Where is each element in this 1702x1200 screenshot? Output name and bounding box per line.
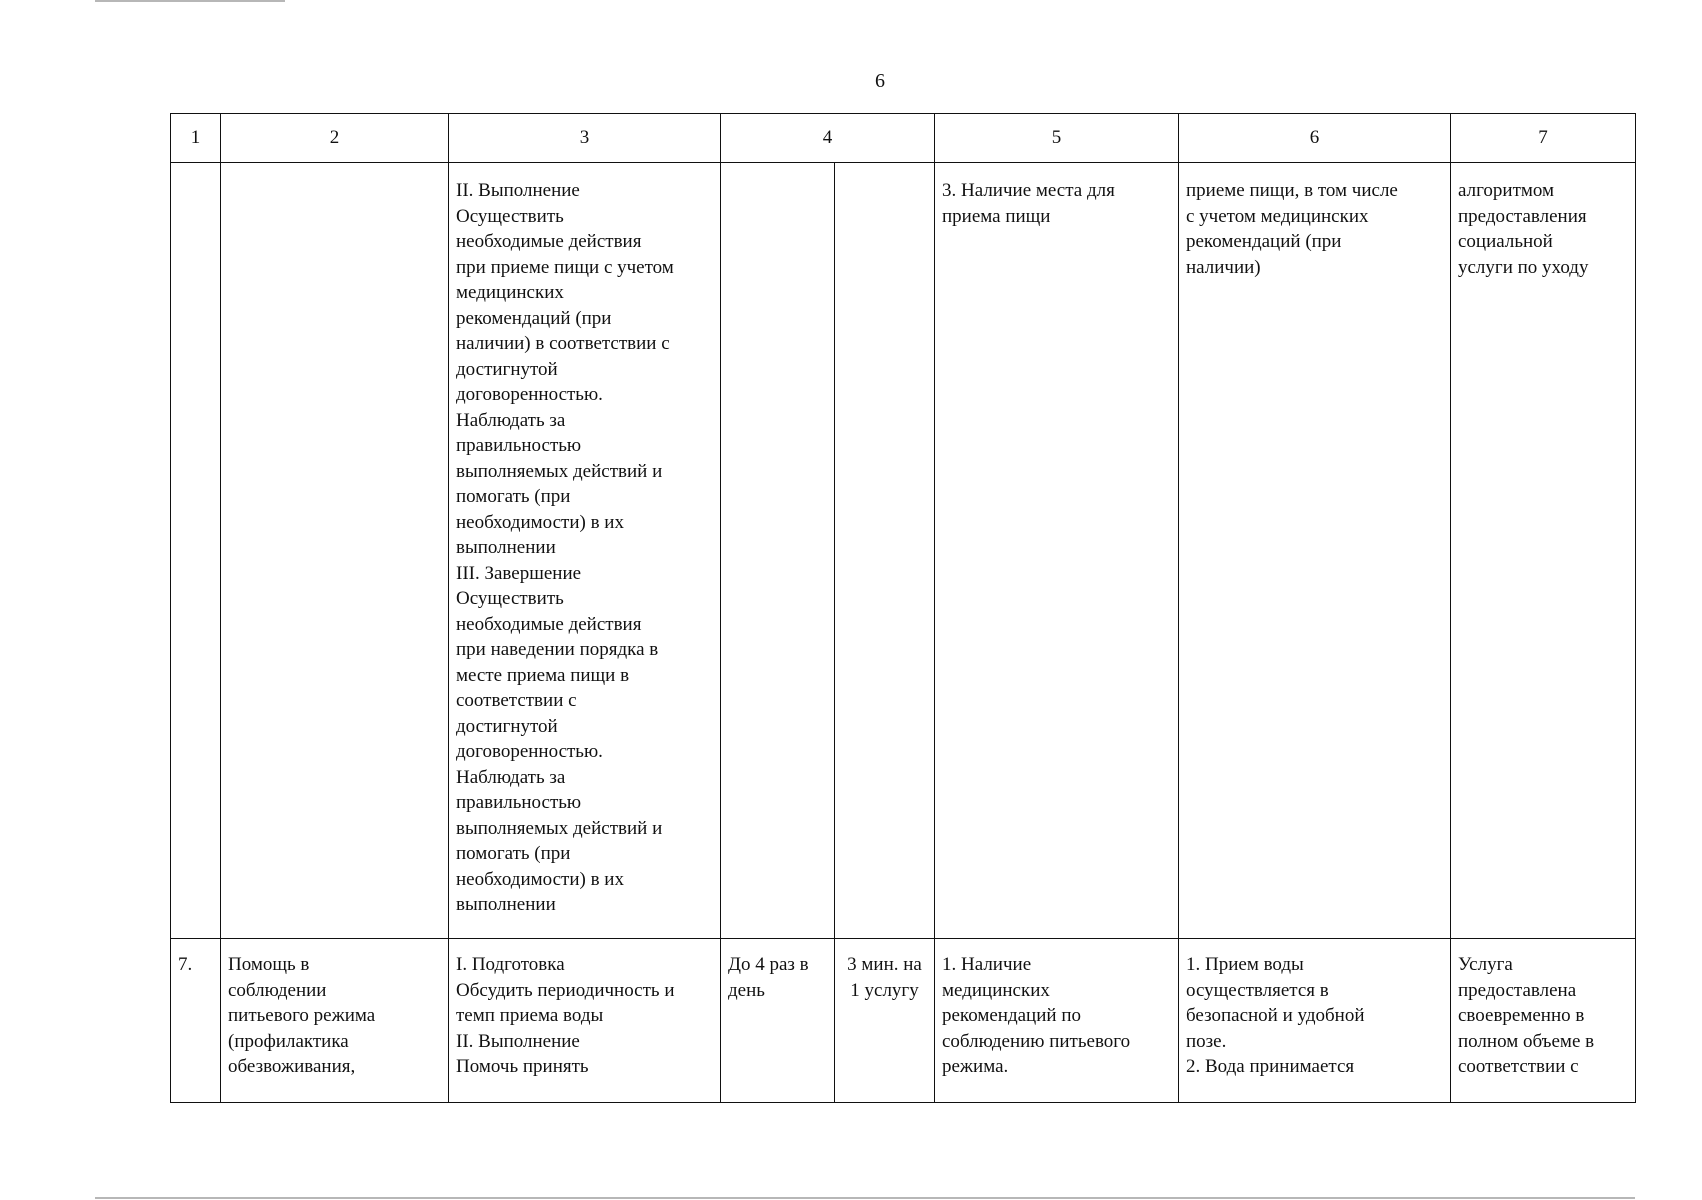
cell-procedure: I. Подготовка Обсудить периодичность и темп приема воды II. Выполнение Помочь принять — [449, 939, 721, 1103]
cell-frequency — [721, 163, 835, 939]
cell-duration: 3 мин. на 1 услугу — [835, 939, 935, 1103]
cell-conditions: 3. Наличие места для приема пищи — [935, 163, 1179, 939]
table-row-continuation — [171, 163, 1636, 939]
scan-artifact-bottom — [95, 1197, 1635, 1199]
cell-number — [171, 163, 221, 939]
cell-service-name: Помощь в соблюдении питьевого режима (профилактика обезвоживания, — [221, 939, 449, 1103]
cell-quality: приеме пищи, в том числе с учетом медицинских рекомендаций (при наличии) — [1179, 163, 1451, 939]
cell-procedure: II. Выполнение Осуществить необходимые действия при приеме пищи с учетом медицинских рекомендаций (при наличии) в соответствии с достигнутой договоренностью. Наблюдать за правильностью выполняемых действий и помогать (при необходимости) в их выполнении III. Завершение Осуществить необходимые действия при наведении порядка в месте приема пищи в соответствии с достигнутой договоренностью. Наблюдать за правильностью выполняемых действий и помогать (при необходимости) в их выполнении — [449, 163, 721, 939]
header-cell-3: 3 — [449, 114, 721, 163]
cell-result: алгоритмом предоставления социальной услуги по уходу — [1451, 163, 1636, 939]
cell-number: 7. — [171, 939, 221, 1103]
cell-frequency: До 4 раз в день — [721, 939, 835, 1103]
cell-quality: 1. Прием воды осуществляется в безопасной и удобной позе. 2. Вода принимается — [1179, 939, 1451, 1103]
header-cell-6: 6 — [1179, 114, 1451, 163]
cell-conditions: 1. Наличие медицинских рекомендаций по соблюдению питьевого режима. — [935, 939, 1179, 1103]
cell-result: Услуга предоставлена своевременно в полном объеме в соответствии с — [1451, 939, 1636, 1103]
header-cell-7: 7 — [1451, 114, 1636, 163]
header-cell-4: 4 — [721, 114, 935, 163]
header-cell-2: 2 — [221, 114, 449, 163]
services-table — [170, 113, 1636, 1103]
header-cell-1: 1 — [171, 114, 221, 163]
header-cell-5: 5 — [935, 114, 1179, 163]
cell-service-name — [221, 163, 449, 939]
column-number-header — [171, 114, 1636, 163]
cell-duration — [835, 163, 935, 939]
scan-artifact-top — [95, 0, 285, 2]
page-number: 6 — [875, 70, 885, 92]
table-row-7 — [171, 939, 1636, 1103]
